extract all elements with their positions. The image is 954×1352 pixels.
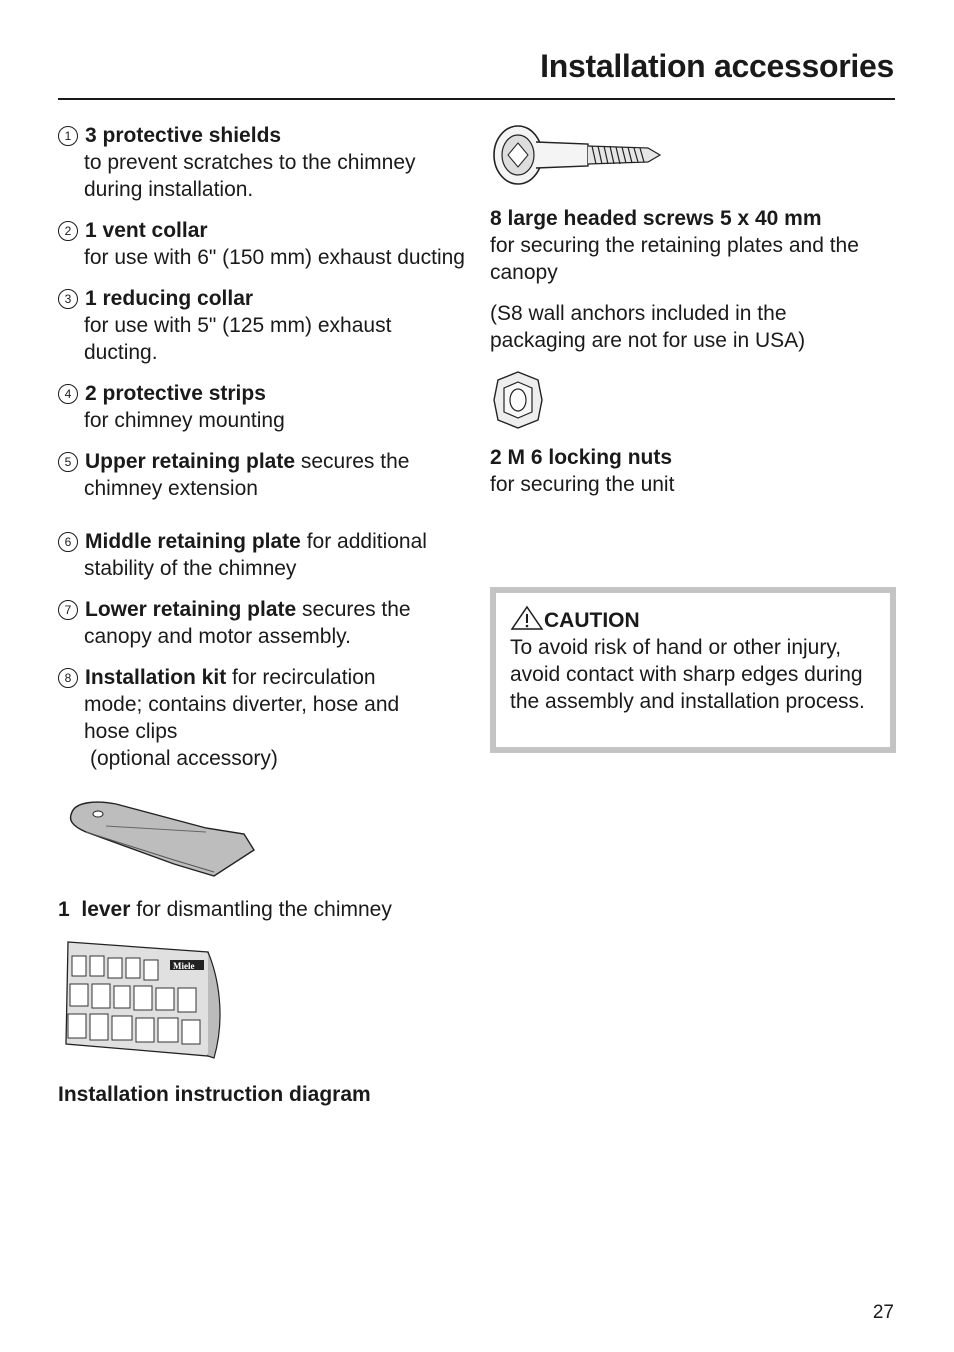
lever-desc: for dismantling the chimney <box>130 898 392 921</box>
list-item-3 <box>58 285 468 366</box>
list-item-2 <box>58 217 468 271</box>
nuts-head: 2 M 6 locking nuts <box>490 446 673 469</box>
screw-illustration <box>492 124 664 190</box>
list-item-7 <box>58 596 468 650</box>
item-head: Middle retaining plate <box>85 530 301 553</box>
page-number: 27 <box>872 1302 894 1323</box>
item-desc: for use with 6" (150 mm) exhaust ducting <box>84 246 465 269</box>
item-number: 4 <box>58 384 78 404</box>
item-head: 2 protective strips <box>85 382 266 405</box>
item-desc: for chimney mounting <box>84 409 285 432</box>
diagram-illustration <box>58 936 228 1062</box>
item-number: 8 <box>58 668 78 688</box>
lever-illustration <box>66 798 256 880</box>
list-item-8 <box>58 664 468 772</box>
list-item-1 <box>58 122 468 203</box>
item-head: Upper retaining plate <box>85 450 296 473</box>
item-desc-continued: canopy and motor assembly. <box>84 625 351 648</box>
item-desc-continued: mode; contains diverter, hose and hose clips <box>84 693 400 743</box>
item-number: 3 <box>58 289 78 309</box>
item-number: 7 <box>58 600 78 620</box>
list-item-6 <box>58 528 468 582</box>
caution-box <box>490 587 896 753</box>
screws-head: 8 large headed screws 5 x 40 mm <box>490 207 822 230</box>
nuts-desc: for securing the unit <box>490 473 675 496</box>
list-item-4 <box>58 380 468 434</box>
item-desc: to prevent scratches to the chimney during installation. <box>84 151 416 201</box>
item-desc-continued: chimney extension <box>84 477 258 500</box>
caution-label: CAUTION <box>544 609 640 632</box>
screws-note: (S8 wall anchors included in the packaging are not for use in USA) <box>490 302 806 352</box>
item-head: Installation kit <box>85 666 227 689</box>
lever-caption <box>58 896 392 923</box>
item-desc: for use with 5" (125 mm) exhaust ducting. <box>84 314 392 364</box>
list-item-5 <box>58 448 468 502</box>
lever-qty: 1 <box>58 898 70 921</box>
item-head: Lower retaining plate <box>85 598 297 621</box>
item-desc: for additional <box>300 530 427 553</box>
nuts-block <box>490 444 900 498</box>
item-number: 1 <box>58 126 78 146</box>
warning-triangle-icon <box>510 605 544 631</box>
item-number: 5 <box>58 452 78 472</box>
brand-logo-text: Miele <box>173 961 195 971</box>
item-desc: secures the <box>296 598 411 621</box>
page-title: Installation accessories <box>540 48 894 84</box>
screws-desc: for securing the retaining plates and the canopy <box>490 234 859 284</box>
item-desc: for recirculation <box>226 666 376 689</box>
item-head: 1 reducing collar <box>85 287 254 310</box>
caution-text: To avoid risk of hand or other injury, avoid contact with sharp edges during the assembly and installation process. <box>510 636 865 713</box>
title-rule <box>58 98 895 100</box>
item-desc-continued: stability of the chimney <box>84 557 297 580</box>
item-desc: secures the <box>295 450 410 473</box>
item-desc-extra: (optional accessory) <box>90 747 278 770</box>
item-number: 2 <box>58 221 78 241</box>
screws-block <box>490 205 902 354</box>
nut-illustration <box>492 370 544 430</box>
item-head: 3 protective shields <box>85 124 282 147</box>
left-column <box>58 122 468 786</box>
caution-heading <box>510 605 876 634</box>
item-head: 1 vent collar <box>85 219 208 242</box>
lever-head: lever <box>81 898 131 921</box>
diagram-caption: Installation instruction diagram <box>58 1083 371 1106</box>
item-number: 6 <box>58 532 78 552</box>
